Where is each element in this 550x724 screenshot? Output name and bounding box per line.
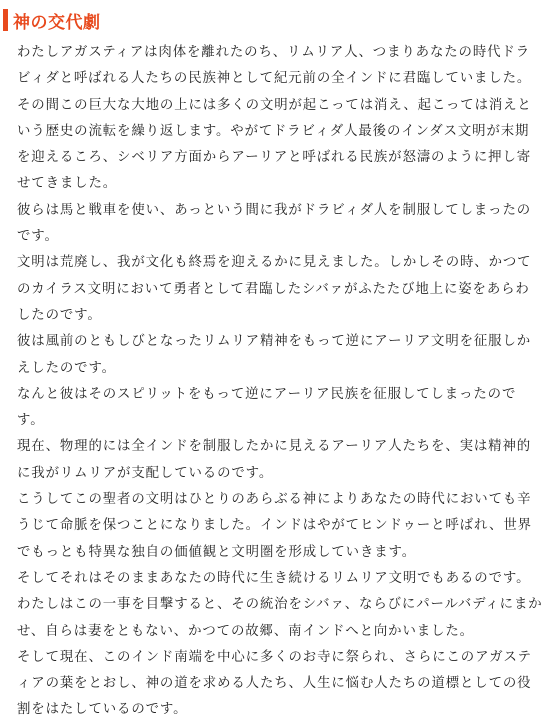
paragraph: わたしはこの一事を目撃すると、その統治をシバァ、ならびにパールバディにまかせ、自らは妻をともない、かつての故郷、南インドへと向かいました。 — [17, 597, 543, 639]
paragraph: そしてそれはそのままあなたの時代に生き続けるリムリア文明でもあるのです。 — [17, 570, 531, 586]
paragraph: 現在、物理的には全インドを制服したかに見えるアーリア人たちを、実は精神的に我がリムリアが支配しているのです。 — [17, 439, 532, 481]
paragraph: わたしアガスティアは肉体を離れたのち、リムリア人、つまりあなたの時代ドラビィダと呼ばれる人たちの民族神として紀元前の全インドに君臨していました。 — [17, 45, 532, 87]
paragraph: 彼は風前のともしびとなったリムリア精神をもって逆にアーリア文明を征服しかえしたのです。 — [17, 334, 532, 376]
paragraph: なんと彼はそのスピリットをもって逆にアーリア民族を征服してしまったのです。 — [17, 386, 517, 429]
paragraph: 文明は荒廃し、我が文化も終焉を迎えるかに見えました。しかしその時、かつてのカイラス文明において勇者として君臨したシバァがふたたび地上に姿をあらわしたのです。 — [17, 255, 532, 323]
body-text — [17, 40, 543, 724]
heading-title: 神の交代劇 — [13, 12, 101, 33]
section-heading — [3, 8, 101, 32]
paragraph: 彼らは馬と戦車を使い、あっという間に我がドラビィダ人を制服してしまったのです。 — [17, 202, 532, 245]
paragraph: その間この巨大な大地の上には多くの文明が起こっては消え、起こっては消えという歴史の流転を繰り返します。やがてドラビィダ人最後のインダス文明が末期を迎えるころ、シベリア方面からアーリアと呼ばれる民族が怒濤のように押し寄せてきました。 — [17, 97, 532, 192]
paragraph: そして現在、このインド南端を中心に多くのお寺に祭られ、さらにこのアガスティアの葉をとおし、神の道を求める人たち、人生に悩む人たちの道標としての役割をはたしているのです。 — [17, 649, 532, 718]
heading-accent-bar — [3, 9, 8, 31]
paragraph: こうしてこの聖者の文明はひとりのあらぶる神によりあなたの時代においても辛うじて命脈を保つことになりました。インドはやがてヒンドゥーと呼ばれ、世界でもっとも特異な独自の価値観と文明圏を形成していきます。 — [17, 492, 532, 560]
